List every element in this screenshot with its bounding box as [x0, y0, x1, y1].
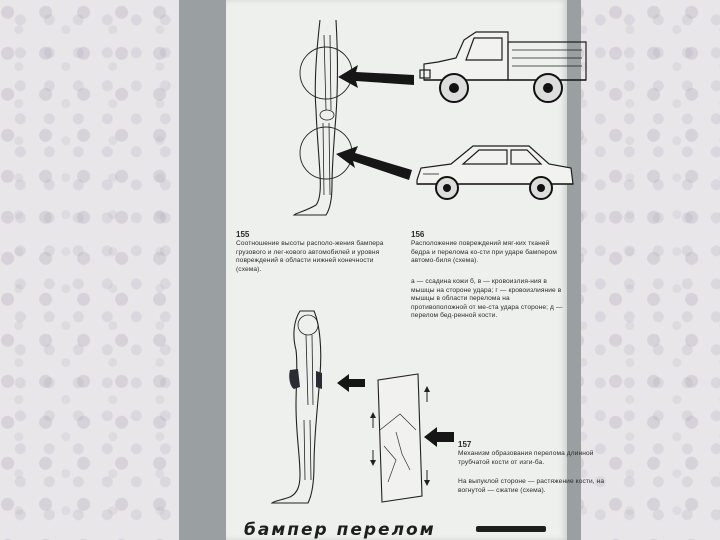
- bottom-dark-stroke: [476, 526, 546, 532]
- figure-156-caption-title: Расположение повреждений мяг-ких тканей бедра и перелома ко-сти при ударе бампером автомо-биля (схема).: [411, 240, 558, 265]
- car-illustration: [411, 138, 576, 208]
- figure-155-caption: Соотношение высоты располо-жения бампера грузового и лег-кового автомобилей и уровня повреждений в области нижней конечности (схема).: [236, 240, 384, 273]
- lower-impact-arrow: [334, 140, 414, 190]
- truck-illustration: [416, 22, 586, 112]
- bottom-cropped-caption: бампер перелом: [244, 520, 436, 540]
- figure-156-impact-arrow: [337, 372, 367, 394]
- figure-156-number: 156: [411, 230, 425, 239]
- figure-156-leg-illustration: [266, 305, 356, 510]
- figure-157-force-arrow: [424, 425, 456, 449]
- upper-impact-arrow: [336, 55, 416, 95]
- book-page: [226, 0, 605, 540]
- figure-157-caption-title: Механизм образования перелома длинной трубчатой кости от изги-ба.: [458, 450, 594, 466]
- figure-157-number: 157: [458, 440, 472, 449]
- figure-157-caption-body: На выпуклой стороне — растяжение кости, на вогнутой — сжатие (схема).: [458, 478, 605, 494]
- photographed-book-page: [179, 0, 605, 540]
- figure-155-number: 155: [236, 230, 250, 239]
- figure-156-caption-body: а — ссадина кожи б, в — кровоизлия-ния в мышцы на стороне удара; г — кровоизлияние в мышцы в области перелома на противоположной от ме-ста удара стороне; д — перелом бед-ренной кости.: [411, 278, 563, 320]
